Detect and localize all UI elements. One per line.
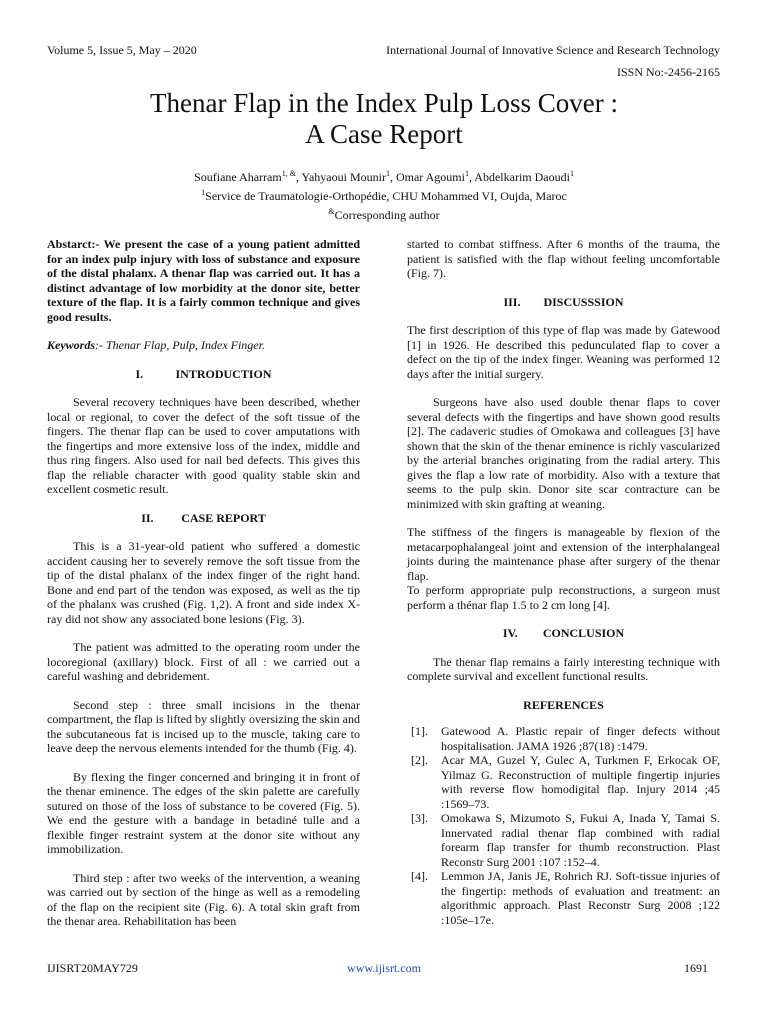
reference-item <box>407 724 720 753</box>
author-4: , Abdelkarim Daoudi <box>468 170 570 184</box>
reference-text: Omokawa S, Mizumoto S, Fukui A, Inada Y, Tamai S. Innervated radial thenar flap combined with radial forearm flap transfer for thumb reconstruction. Plast Reconstr Surg 2001 :107 :152–4. <box>441 811 720 869</box>
abstract: Abstarct:- We present the case of a young patient admitted for an index pulp injury with loss of substance and exposure of the distal phalanx. A thenar flap was carried out. It has a distinct advantage of low morbidity at the donor site, better texture of the flap. It is a fairly common technique and gives good results. <box>47 237 360 324</box>
author-2: , Yahyaoui Mounir <box>295 170 386 184</box>
journal-website-link[interactable]: www.ijisrt.com <box>347 961 421 975</box>
section-title: DISCUSSSION <box>543 294 624 309</box>
keywords-text: :- Thenar Flap, Pulp, Index Finger. <box>95 338 265 352</box>
section-title: CONCLUSION <box>542 626 625 640</box>
section-number: II. <box>141 510 154 525</box>
author-block <box>0 166 768 223</box>
paragraph-case-6: started to combat stiffness. After 6 months of the trauma, the patient is satisfied with the flap without feeling uncomfortable (Fig. 7). <box>407 237 720 280</box>
paper-title <box>0 88 768 150</box>
corresponding-text: Corresponding author <box>334 208 440 222</box>
corresponding-sup: & <box>328 207 335 216</box>
section-heading-conclusion <box>407 626 720 641</box>
paragraph-intro-1: Several recovery techniques have been described, whether local or regional, to cover the defect of the soft tissue of the fingers. The thenar flap can be used to cover amputations with the fingertips and more extensive loss of the index, middle and thus ring fingers. Also used for nail bed defects. This gives this flap the reliable character with good quality stable skin and excellent cosmetic result. <box>47 395 360 496</box>
author-2-sup: 1 <box>385 169 390 178</box>
affiliation-text: Service de Traumatologie-Orthopédie, CHU Mohammed VI, Oujda, Maroc <box>205 189 567 203</box>
reference-number: [2]. <box>411 753 428 767</box>
author-3: , Omar Agoumi <box>389 170 465 184</box>
author-1-sup: 1, & <box>281 169 296 178</box>
reference-text: Gatewood A. Plastic repair of finger defects without hospitalisation. JAMA 1926 ;87(18) :1479. <box>441 724 720 753</box>
reference-number: [1]. <box>411 724 428 738</box>
right-column <box>407 237 720 927</box>
paragraph-discussion-3: The stiffness of the fingers is manageable by flexion of the metacarpophalangeal joint and extension of the interphalangeal joints during the maintenance phase after surgery of the thenar flap. <box>407 525 720 583</box>
affiliation-sup: 1 <box>201 188 206 197</box>
section-number: III. <box>503 294 521 309</box>
section-heading-introduction <box>47 367 360 382</box>
issn-number: ISSN No:-2456-2165 <box>616 65 720 79</box>
author-3-sup: 1 <box>464 169 469 178</box>
paragraph-case-3: Second step : three small incisions in the thenar compartment, the flap is lifted by slightly oversizing the skin and the subcutaneous fat is incised up to the muscle, taking care to leave deep the nervous elements intended for the thumb (Fig. 4). <box>47 697 360 755</box>
author-4-sup: 1 <box>569 169 574 178</box>
left-column <box>47 237 360 943</box>
corresponding-author <box>0 204 768 223</box>
paragraph-discussion-1: The first description of this type of flap was made by Gatewood [1] in 1926. He described this pedunculated flap to cover a defect on the tip of the index finger. Weaning was performed 12 days after the initial surgery. <box>407 323 720 381</box>
paragraph-case-5: Third step : after two weeks of the intervention, a weaning was carried out by section of the hinge as well as a remodeling of the flap on the recipient site (Fig. 6). A total skin graft from the thenar area. Rehabilitation has been <box>47 870 360 928</box>
paragraph-case-4: By flexing the finger concerned and bringing it in front of the thenar eminence. The edges of the skin palette are carefully sutured on those of the loss of substance to be covered (Fig. 5). We end the gesture with a bandage in betadiné tulle and a flexible finger restraint system at the donor site without any immobilization. <box>47 769 360 856</box>
section-heading-case-report <box>47 511 360 526</box>
paragraph-conclusion-1: The thenar flap remains a fairly interesting technique with complete survival and excellent functional results. <box>407 654 720 683</box>
reference-item <box>407 811 720 869</box>
paragraph-discussion-4: To perform appropriate pulp reconstructions, a surgeon must perform a thénar flap 1.5 to 2 cm long [4]. <box>407 583 720 612</box>
paragraph-case-2: The patient was admitted to the operating room under the locoregional (axillary) block. First of all : we carried out a careful washing and debridement. <box>47 640 360 683</box>
references-heading: REFERENCES <box>523 697 604 712</box>
section-number: I. <box>135 366 144 381</box>
journal-name: International Journal of Innovative Science and Research Technology <box>386 43 720 57</box>
author-1: Soufiane Aharram <box>194 170 282 184</box>
section-title: CASE REPORT <box>181 510 266 525</box>
paragraph-discussion-2: Surgeons have also used double thenar flaps to cover several defects with the fingertips and have shown good results [2]. The cadaveric studies of Omokawa and colleagues [3] have shown that the skin of the thenar eminence is richly vascularized by the arterial branches originating from the radial artery. This gives the flap a low rate of morbidity. Also with a texture that seems to the pulp skin. Donor site scar contracture can be minimized with skin grafting at weaning. <box>407 395 720 511</box>
author-list <box>0 166 768 185</box>
section-number: IV. <box>502 626 518 640</box>
reference-list <box>407 724 720 927</box>
section-title: INTRODUCTION <box>175 366 272 381</box>
reference-text: Lemmon JA, Janis JE, Rohrich RJ. Soft-tissue injuries of the fingertip: methods of evaluation and treatment: an algorithmic approach. Plast Reconstr Surg 2008 ;122 :105e–17e. <box>441 869 720 927</box>
paper-title-line-2: A Case Report <box>305 119 463 149</box>
reference-item <box>407 753 720 811</box>
keywords <box>47 338 360 353</box>
reference-item <box>407 869 720 927</box>
reference-number: [3]. <box>411 811 428 825</box>
reference-text: Acar MA, Guzel Y, Gulec A, Turkmen F, Erkocak OF, Yilmaz G. Reconstruction of multiple fingertip injuries with reverse flow homodigital flap. Injury 2014 ;45 :1569–73. <box>441 753 720 811</box>
paper-id: IJISRT20MAY729 <box>47 961 138 975</box>
affiliation <box>0 185 768 204</box>
page-number: 1691 <box>684 961 708 975</box>
reference-number: [4]. <box>411 869 428 883</box>
paper-title-line-1: Thenar Flap in the Index Pulp Loss Cover : <box>150 88 618 118</box>
paragraph-case-1: This is a 31-year-old patient who suffered a domestic accident causing her to severely remove the soft tissue from the tip of the distal phalanx of the index finger of the right hand. Bone and end part of the tendon was exposed, as well as the tip of the phalanx was crushed (Fig. 1,2). A front and side index X-ray did not show any associated bone lesions (Fig. 3). <box>47 539 360 626</box>
journal-volume: Volume 5, Issue 5, May – 2020 <box>47 43 197 57</box>
keywords-label: Keywords <box>47 338 95 352</box>
section-heading-discussion <box>407 295 720 310</box>
